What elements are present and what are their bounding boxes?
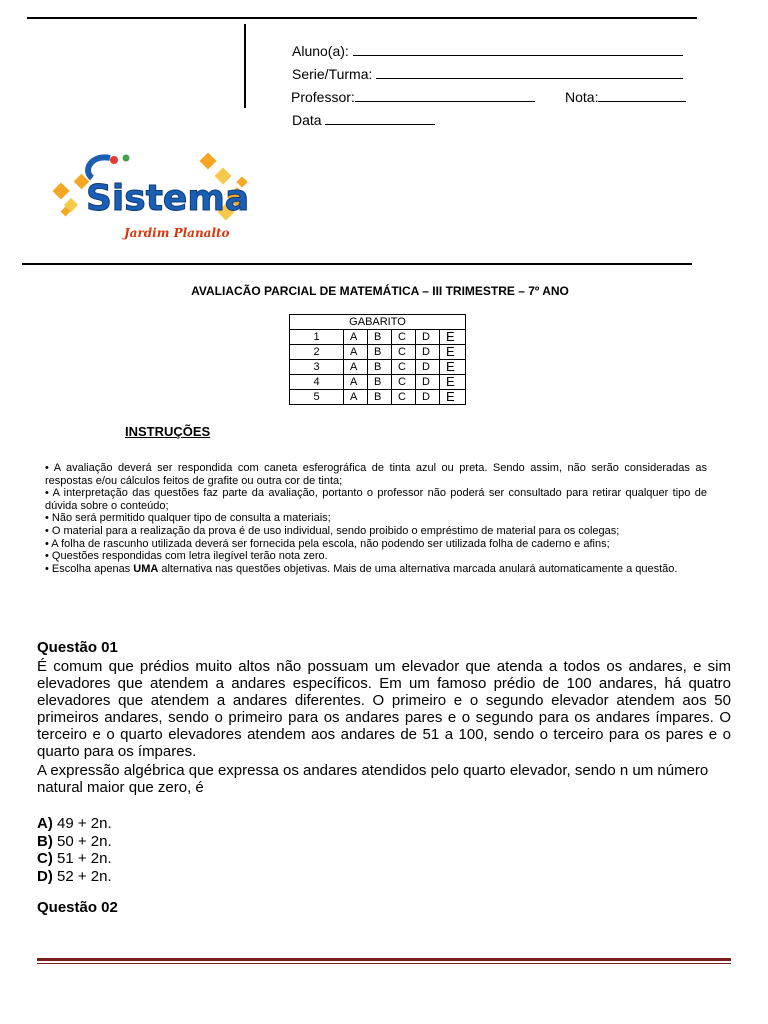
- option-b[interactable]: B: [368, 375, 392, 390]
- logo-dot-green: [123, 155, 130, 162]
- gabarito-title: GABARITO: [290, 315, 466, 330]
- nota-line[interactable]: [598, 89, 686, 102]
- option-c[interactable]: C: [392, 345, 416, 360]
- alternative-letter: C): [37, 850, 53, 867]
- exam-title: AVALIACÃO PARCIAL DE MATEMÁTICA – III TRIMESTRE – 7º ANO: [191, 284, 569, 298]
- serie-field[interactable]: [292, 66, 683, 82]
- question-2-title: Questão 02: [37, 899, 118, 916]
- gabarito-number: 4: [290, 375, 344, 390]
- aluno-field[interactable]: [292, 43, 683, 59]
- question-1-paragraph-2: A expressão algébrica que expressa os andares atendidos pelo quarto elevador, sendo n um número natural maior que zero, é: [37, 762, 709, 796]
- instruction-item: • A avaliação deverá ser respondida com caneta esferográfica de tinta azul ou preta. Sendo assim, não serão consideradas as respostas e/ou cálculos feitos de grafite ou outra cor de tinta;: [45, 462, 707, 487]
- nota-field[interactable]: [565, 89, 686, 105]
- instruction-item: • A interpretação das questões faz parte da avaliação, portanto o professor não poderá ser consultado para retirar qualquer tipo de dúvida sobre o conteúdo;: [45, 487, 707, 512]
- gabarito-number: 1: [290, 330, 344, 345]
- gabarito-row: [290, 330, 466, 345]
- nota-label: Nota:: [565, 89, 599, 105]
- alternative-letter: B): [37, 832, 53, 850]
- data-field[interactable]: [292, 112, 435, 128]
- professor-label: Professor:: [291, 89, 355, 105]
- alternative-letter: D): [37, 867, 53, 885]
- option-d[interactable]: D: [416, 390, 440, 405]
- option-a[interactable]: A: [344, 330, 368, 345]
- option-c[interactable]: C: [392, 390, 416, 405]
- alternative-text: 49 + 2n.: [52, 815, 112, 832]
- gabarito-row: [290, 345, 466, 360]
- alternative-text: 52 + 2n.: [52, 867, 112, 885]
- footer-rule-top: [37, 958, 731, 961]
- option-c[interactable]: C: [392, 360, 416, 375]
- sistema-logo-graphic: [52, 150, 252, 245]
- option-a[interactable]: A: [344, 345, 368, 360]
- question-1-body: [37, 658, 731, 796]
- serie-line[interactable]: [376, 66, 683, 79]
- alternative-a[interactable]: [37, 815, 112, 833]
- gabarito-row: [290, 375, 466, 390]
- instruction-item: • O material para a realização da prova é de uso individual, sendo proibido o empréstimo de material para os colegas;: [45, 524, 620, 537]
- option-c[interactable]: C: [392, 375, 416, 390]
- option-b[interactable]: B: [368, 330, 392, 345]
- alternative-d[interactable]: [37, 868, 112, 886]
- alternative-text: 51 + 2n.: [52, 850, 112, 867]
- gabarito-number: 5: [290, 390, 344, 405]
- question-1-alternatives: [37, 815, 112, 885]
- professor-line[interactable]: [355, 89, 535, 102]
- instruction-last-prefix: • Escolha apenas: [45, 562, 134, 575]
- serie-label: Serie/Turma:: [292, 66, 377, 82]
- option-e[interactable]: E: [440, 330, 466, 345]
- data-line[interactable]: [325, 112, 435, 125]
- gabarito-table: [289, 314, 466, 405]
- option-b[interactable]: B: [368, 390, 392, 405]
- logo-dot-red: [110, 156, 118, 164]
- instruction-last-bold: UMA: [133, 562, 159, 575]
- aluno-line[interactable]: [353, 43, 683, 56]
- option-d[interactable]: D: [416, 360, 440, 375]
- option-d[interactable]: D: [416, 345, 440, 360]
- option-e[interactable]: E: [440, 360, 466, 375]
- aluno-label: Aluno(a):: [292, 43, 353, 59]
- option-b[interactable]: B: [368, 360, 392, 375]
- instruction-item-last: [45, 563, 707, 576]
- instruction-item: • Não será permitido qualquer tipo de consulta a materiais;: [45, 512, 331, 525]
- instruction-item: • Questões respondidas com letra ilegível terão nota zero.: [45, 550, 328, 563]
- alternative-text: 50 + 2n.: [52, 832, 112, 850]
- middle-rule: [22, 263, 692, 265]
- professor-field[interactable]: [291, 89, 535, 105]
- top-rule: [27, 17, 697, 19]
- option-d[interactable]: D: [416, 375, 440, 390]
- option-a[interactable]: A: [344, 360, 368, 375]
- logo-name: Sistema: [86, 178, 250, 219]
- header-vertical-divider: [244, 24, 246, 108]
- option-a[interactable]: A: [344, 390, 368, 405]
- instruction-last-suffix: alternativa nas questões objetivas. Mais de uma alternativa marcada anulará automaticamente a questão.: [158, 562, 678, 575]
- alternative-letter: A): [37, 815, 53, 832]
- data-label: Data: [292, 112, 326, 128]
- option-a[interactable]: A: [344, 375, 368, 390]
- gabarito-row: [290, 360, 466, 375]
- question-1-paragraph-1: É comum que prédios muito altos não possuam um elevador que atenda a todos os andares, e sim elevadores que atendem a andares específicos. Em um famoso prédio de 100 andares, há quatro elevadores que atendem a andares diferentes. O primeiro e o segundo elevador atendem aos 50 primeiros andares, sendo o primeiro para os andares pares e o segundo para os andares ímpares. O terceiro e o quarto elevadores atendem aos andares de 51 a 100, sendo o terceiro para os pares e o quarto para os ímpares.: [37, 658, 731, 760]
- option-e[interactable]: E: [440, 345, 466, 360]
- instructions-list: [45, 462, 707, 575]
- instructions-heading: INSTRUÇÕES: [125, 424, 211, 439]
- gabarito-number: 2: [290, 345, 344, 360]
- footer-rule-bottom: [37, 963, 731, 964]
- instruction-item: • A folha de rascunho utilizada deverá ser fornecida pela escola, não podendo ser utilizada folha de caderno e afins;: [45, 537, 610, 550]
- school-logo: [52, 150, 252, 245]
- question-1-title: Questão 01: [37, 639, 118, 656]
- gabarito-number: 3: [290, 360, 344, 375]
- alternative-c[interactable]: [37, 850, 112, 868]
- option-d[interactable]: D: [416, 330, 440, 345]
- option-e[interactable]: E: [440, 375, 466, 390]
- logo-subtitle: Jardim Planalto: [124, 226, 230, 240]
- option-e[interactable]: E: [440, 390, 466, 405]
- option-b[interactable]: B: [368, 345, 392, 360]
- gabarito-row: [290, 390, 466, 405]
- option-c[interactable]: C: [392, 330, 416, 345]
- alternative-b[interactable]: [37, 833, 112, 851]
- logo-swoosh: [88, 157, 110, 178]
